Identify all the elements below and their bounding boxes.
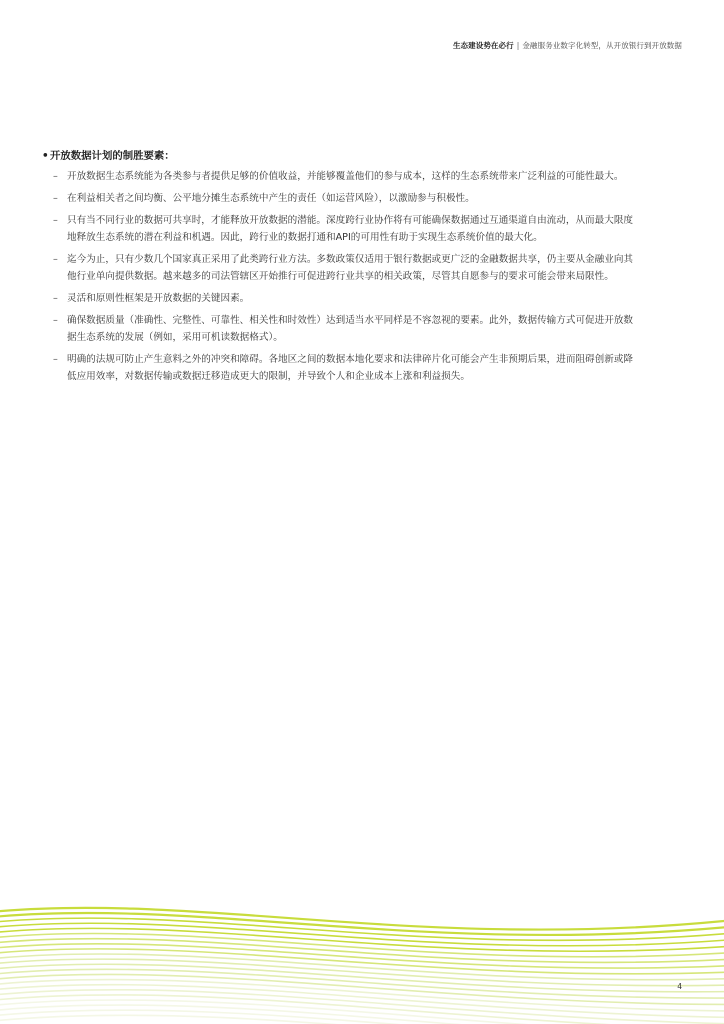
dash-marker: –	[53, 254, 58, 265]
list-item	[42, 290, 642, 307]
list-item-text: 迄今为止，只有少数几个国家真正采用了此类跨行业方法。多数政策仅适用于银行数据或更广泛的金融数据共享，仍主要从金融业向其他行业单向提供数据。越来越多的司法管辖区开始推行可促进跨行业共享的相关政策，尽管其自愿参与的要求可能会带来局限性。	[67, 254, 634, 282]
main-content	[42, 147, 642, 390]
list-item	[42, 168, 642, 185]
list-item-text: 开放数据生态系统能为各类参与者提供足够的价值收益，并能够覆盖他们的参与成本，这样的生态系统带来广泛利益的可能性最大。	[67, 171, 624, 182]
running-header	[453, 40, 682, 51]
header-subtitle: 金融服务业数字化转型，从开放银行到开放数据	[522, 41, 682, 50]
wave-line	[0, 1000, 724, 1024]
header-separator: |	[516, 41, 520, 50]
heading-text: 开放数据计划的制胜要素：	[50, 150, 175, 162]
list-item	[42, 190, 642, 207]
decorative-wave-band	[0, 890, 724, 1024]
dash-marker: –	[53, 293, 58, 304]
list-item-text: 在利益相关者之间均衡、公平地分摊生态系统中产生的责任（如运营风险），以激励参与积极性。	[67, 193, 475, 204]
section-heading	[42, 147, 642, 162]
dash-marker: –	[53, 215, 58, 226]
list-item	[42, 251, 642, 285]
list-item-text: 明确的法规可防止产生意料之外的冲突和障碍。各地区之间的数据本地化要求和法律碎片化可能会产生非预期后果，进而阻碍创新或降低应用效率，对数据传输或数据迁移造成更大的限制，并导致个人和企业成本上涨和利益损失。	[67, 354, 634, 382]
dash-marker: –	[53, 315, 58, 326]
list-item	[42, 212, 642, 246]
list-item-text: 确保数据质量（准确性、完整性、可靠性、相关性和时效性）达到适当水平同样是不容忽视的要素。此外，数据传输方式可促进开放数据生态系统的发展（例如，采用可机读数据格式）。	[67, 315, 634, 343]
dash-marker: –	[53, 354, 58, 365]
heading-bullet: •	[42, 150, 49, 162]
dash-marker: –	[53, 193, 58, 204]
page-number: 4	[677, 982, 682, 991]
dash-marker: –	[53, 171, 58, 182]
header-section-title: 生态建设势在必行	[452, 41, 514, 50]
factor-list	[42, 168, 642, 385]
list-item-text: 灵活和原则性框架是开放数据的关键因素。	[67, 293, 250, 304]
list-item-text: 只有当不同行业的数据可共享时，才能释放开放数据的潜能。深度跨行业协作将有可能确保数据通过互通渠道自由流动，从而最大限度地释放生态系统的潜在利益和机遇。因此，跨行业的数据打通和API的可用性有助于实现生态系统价值的最大化。	[67, 215, 634, 243]
list-item	[42, 351, 642, 385]
list-item	[42, 312, 642, 346]
